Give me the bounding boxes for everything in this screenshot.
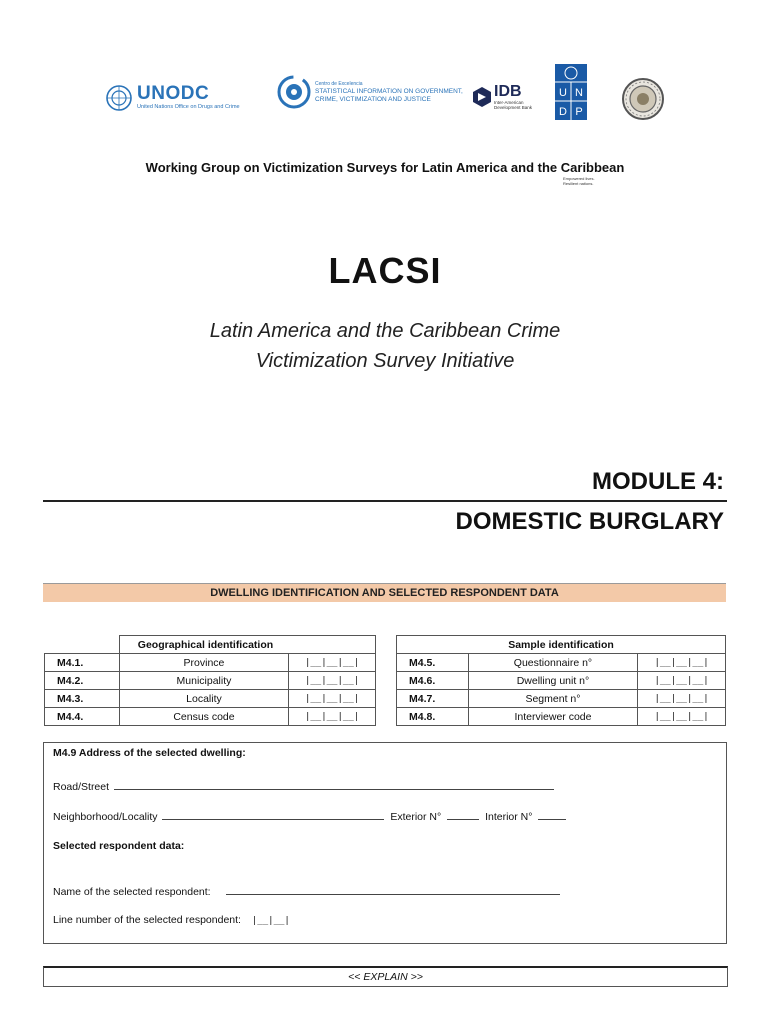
code-box-input[interactable]: |__|__|__| bbox=[289, 654, 376, 672]
oas-logo bbox=[621, 77, 665, 121]
undp-tagline bbox=[563, 176, 595, 186]
line-number-row bbox=[53, 914, 290, 926]
row-label: Segment n° bbox=[468, 690, 637, 708]
module-title: DOMESTIC BURGLARY bbox=[455, 508, 724, 535]
undp-tagline-2: Resilient nations. bbox=[563, 181, 594, 186]
respondent-name-input[interactable] bbox=[226, 884, 560, 895]
idb-name: IDB bbox=[494, 83, 522, 100]
neighborhood-label: Neighborhood/Locality bbox=[53, 811, 158, 823]
idb-mark-icon bbox=[472, 86, 492, 108]
address-box bbox=[43, 742, 727, 944]
row-code: M4.3. bbox=[45, 690, 120, 708]
road-label: Road/Street bbox=[53, 781, 110, 793]
row-label: Province bbox=[119, 654, 288, 672]
table-row bbox=[45, 708, 376, 726]
code-box-input[interactable]: |__|__|__| bbox=[638, 672, 726, 690]
respondent-name-row bbox=[53, 884, 560, 898]
undp-letter-d: D bbox=[559, 106, 567, 118]
table-row bbox=[45, 690, 376, 708]
module-divider bbox=[43, 500, 727, 502]
exterior-label: Exterior N° bbox=[390, 811, 442, 823]
neighborhood-input[interactable] bbox=[162, 809, 384, 820]
row-code: M4.5. bbox=[397, 654, 469, 672]
table-row bbox=[397, 654, 726, 672]
row-label: Dwelling unit n° bbox=[468, 672, 637, 690]
table-row bbox=[397, 672, 726, 690]
ceic-circle-icon bbox=[276, 74, 312, 110]
interior-input[interactable] bbox=[538, 809, 566, 820]
acronym-title: LACSI bbox=[328, 250, 442, 291]
table-row bbox=[45, 654, 376, 672]
code-box-input[interactable]: |__|__|__| bbox=[289, 672, 376, 690]
sample-header: Sample identification bbox=[397, 636, 726, 654]
row-label: Locality bbox=[119, 690, 288, 708]
table-row bbox=[397, 690, 726, 708]
row-code: M4.6. bbox=[397, 672, 469, 690]
code-box-input[interactable]: |__|__|__| bbox=[289, 708, 376, 726]
row-label: Interviewer code bbox=[468, 708, 637, 726]
code-box-input[interactable]: |__|__|__| bbox=[638, 708, 726, 726]
undp-letter-p: P bbox=[575, 106, 583, 118]
undp-tagline-1: Empowered lives. bbox=[563, 176, 595, 181]
row-code: M4.7. bbox=[397, 690, 469, 708]
ceic-logo bbox=[276, 74, 463, 110]
table-row bbox=[397, 708, 726, 726]
geo-header: Geographical identification bbox=[119, 636, 375, 654]
code-box-input[interactable]: |__|__|__| bbox=[638, 654, 726, 672]
neighborhood-row bbox=[53, 809, 566, 823]
respondent-name-label: Name of the selected respondent: bbox=[53, 886, 211, 898]
unodc-name: UNODC bbox=[137, 83, 210, 104]
subtitle-line1: Latin America and the Caribbean Crime bbox=[209, 320, 561, 342]
undp-letter-u: U bbox=[559, 87, 567, 99]
working-group-title: Working Group on Victimization Surveys for Latin America and the Caribbean bbox=[145, 160, 625, 175]
ceic-line1: Centro de Excelencia bbox=[315, 80, 363, 87]
row-label: Census code bbox=[119, 708, 288, 726]
address-title: M4.9 Address of the selected dwelling: bbox=[53, 747, 246, 759]
module-number: MODULE 4: bbox=[592, 468, 724, 495]
ceic-line3: CRIME, VICTIMIZATION AND JUSTICE bbox=[315, 95, 431, 103]
row-label: Questionnaire n° bbox=[468, 654, 637, 672]
exterior-input[interactable] bbox=[447, 809, 479, 820]
road-input[interactable] bbox=[114, 779, 554, 790]
row-code: M4.1. bbox=[45, 654, 120, 672]
un-emblem-icon bbox=[105, 84, 133, 112]
undp-logo bbox=[555, 64, 587, 120]
explain-bar: << EXPLAIN >> bbox=[43, 966, 728, 987]
unodc-sub: United Nations Office on Drugs and Crime bbox=[137, 104, 240, 110]
code-box-input[interactable]: |__|__|__| bbox=[289, 690, 376, 708]
geo-header-spacer bbox=[45, 636, 120, 654]
section-band: DWELLING IDENTIFICATION AND SELECTED RESPONDENT DATA bbox=[43, 583, 726, 602]
road-row bbox=[53, 779, 554, 793]
line-number-box[interactable]: |__|__| bbox=[251, 916, 290, 926]
undp-letter-n: N bbox=[575, 87, 583, 99]
oas-seal-icon bbox=[621, 77, 665, 121]
respondent-title: Selected respondent data: bbox=[53, 840, 185, 852]
row-code: M4.4. bbox=[45, 708, 120, 726]
interior-label: Interior N° bbox=[485, 811, 533, 823]
idb-sub1: Inter-American bbox=[494, 100, 524, 105]
undp-emblem-icon bbox=[555, 64, 587, 120]
row-label: Municipality bbox=[119, 672, 288, 690]
line-number-label: Line number of the selected respondent: bbox=[53, 914, 241, 926]
row-code: M4.8. bbox=[397, 708, 469, 726]
geo-table bbox=[44, 635, 376, 726]
subtitle bbox=[0, 316, 770, 376]
ceic-line2: STATISTICAL INFORMATION ON GOVERNMENT, bbox=[315, 87, 463, 95]
subtitle-line2: Victimization Survey Initiative bbox=[255, 350, 515, 372]
row-code: M4.2. bbox=[45, 672, 120, 690]
sample-table bbox=[396, 635, 726, 726]
table-row bbox=[45, 672, 376, 690]
idb-logo bbox=[472, 84, 532, 110]
unodc-logo bbox=[105, 84, 240, 112]
idb-sub2: Development Bank bbox=[494, 105, 533, 110]
code-box-input[interactable]: |__|__|__| bbox=[638, 690, 726, 708]
